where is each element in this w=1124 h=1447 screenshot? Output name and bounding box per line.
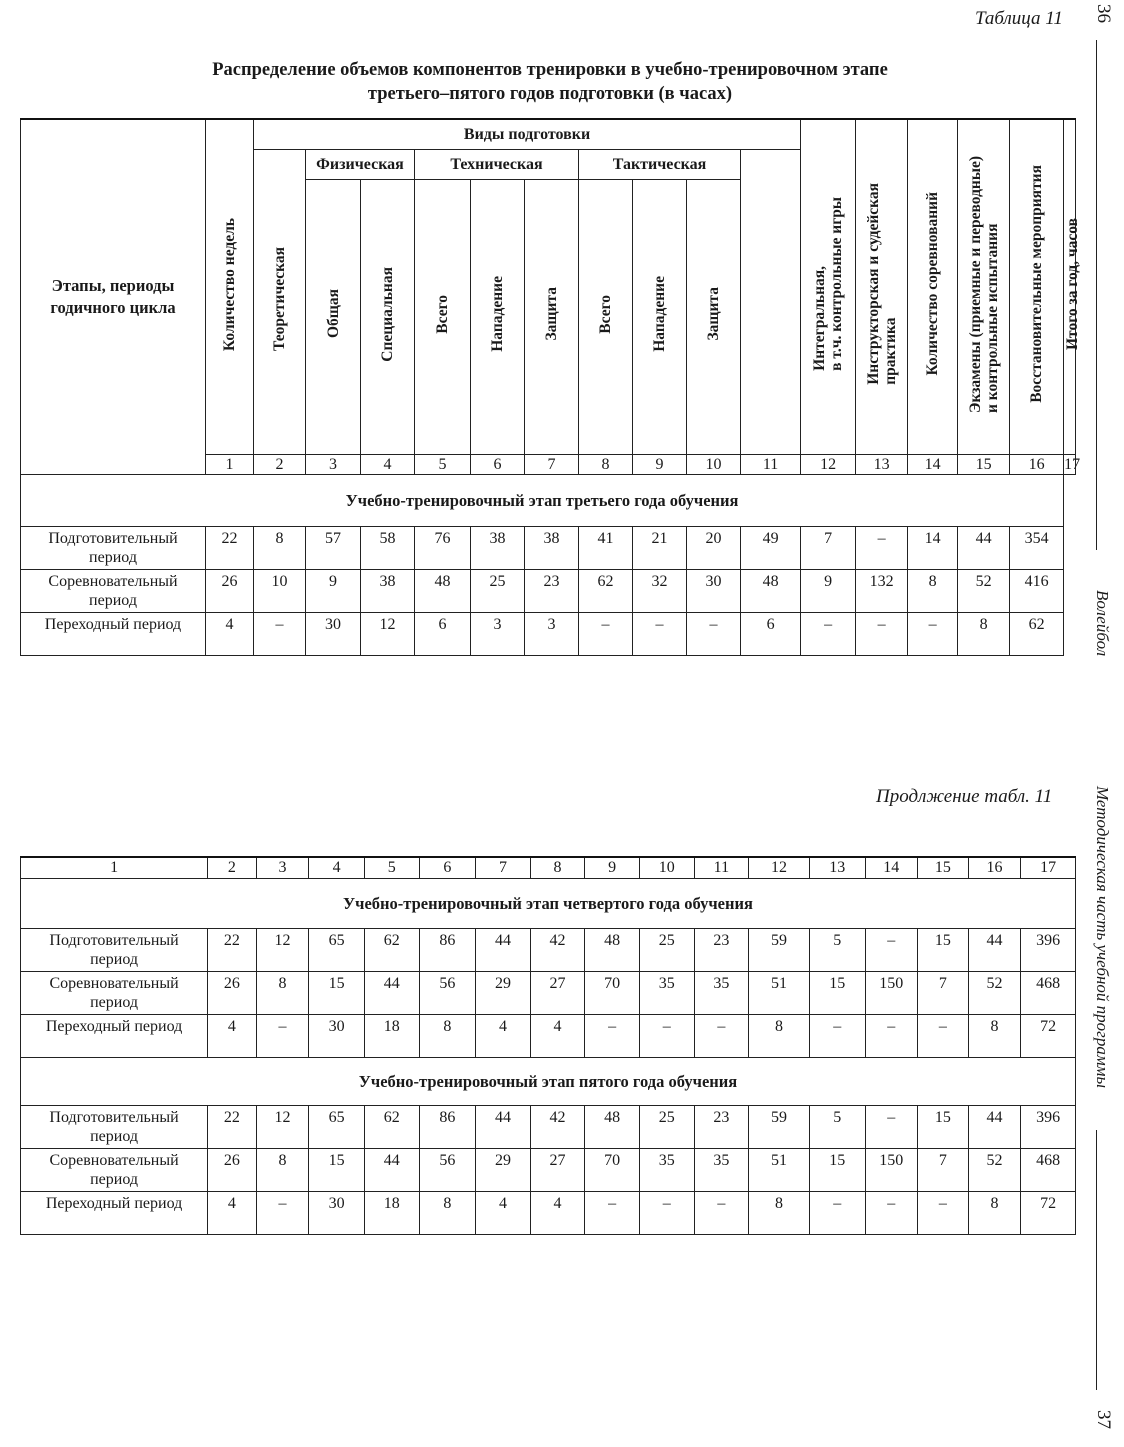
table-cell: 132 xyxy=(856,569,908,612)
title-line-1: Распределение объемов компонентов тренировки в учебно-тренировочном этапе xyxy=(212,60,888,80)
table-cell: 48 xyxy=(415,569,471,612)
table-cell: 26 xyxy=(206,569,254,612)
table-cell: 44 xyxy=(958,526,1010,569)
table-cell: 5 xyxy=(809,928,865,971)
table-cell: – xyxy=(865,928,918,971)
column-number: 1 xyxy=(206,454,254,474)
column-number: 15 xyxy=(918,857,969,878)
column-number: 13 xyxy=(809,857,865,878)
column-number: 3 xyxy=(306,454,361,474)
table-cell: – xyxy=(809,1014,865,1057)
table-cell: 15 xyxy=(809,1148,865,1191)
table-cell: 26 xyxy=(208,1148,257,1191)
table-cell: 56 xyxy=(419,1148,476,1191)
header-tactical-defense: Защита xyxy=(687,179,741,454)
table-cell: 65 xyxy=(309,1105,365,1148)
table-cell: 44 xyxy=(968,1105,1021,1148)
header-weeks: Количество недель xyxy=(206,119,254,454)
header-instructor: Инструкторская и судейская практика xyxy=(856,119,908,454)
table-cell: – xyxy=(694,1014,749,1057)
table-cell: 51 xyxy=(749,971,810,1014)
table-cell: 52 xyxy=(968,971,1021,1014)
table-cell: 23 xyxy=(694,1105,749,1148)
table-cell: 44 xyxy=(364,1148,419,1191)
header-competitions: Количество соревнований xyxy=(908,119,958,454)
table-cell: 18 xyxy=(364,1014,419,1057)
table-cell: 48 xyxy=(585,1105,640,1148)
table-cell: 9 xyxy=(801,569,856,612)
table-cell: 86 xyxy=(419,1105,476,1148)
table-title xyxy=(100,58,1000,106)
table-cell: – xyxy=(694,1191,749,1234)
column-number: 7 xyxy=(476,857,531,878)
table-cell: 72 xyxy=(1021,1014,1076,1057)
table-cell: 76 xyxy=(415,526,471,569)
table-cell: – xyxy=(865,1014,918,1057)
table-cell: 52 xyxy=(968,1148,1021,1191)
column-number: 11 xyxy=(694,857,749,878)
table-cell: 8 xyxy=(749,1191,810,1234)
table-cell: 57 xyxy=(306,526,361,569)
table-cell: 8 xyxy=(968,1014,1021,1057)
table-cell: 38 xyxy=(471,526,525,569)
table-cell: – xyxy=(585,1191,640,1234)
table-cell: 44 xyxy=(476,928,531,971)
table-cell: 12 xyxy=(256,1105,309,1148)
table-cell: – xyxy=(809,1191,865,1234)
table-cell: 15 xyxy=(309,1148,365,1191)
side-rule-top xyxy=(1096,40,1097,550)
table-cell: 49 xyxy=(741,526,801,569)
row-label: Подготовительный период xyxy=(21,928,208,971)
table-cell: 26 xyxy=(208,971,257,1014)
column-number: 5 xyxy=(415,454,471,474)
column-number: 10 xyxy=(687,454,741,474)
table-cell: 42 xyxy=(530,928,585,971)
table-cell: 48 xyxy=(741,569,801,612)
table-cell: – xyxy=(908,612,958,655)
column-number: 4 xyxy=(309,857,365,878)
column-number: 16 xyxy=(1010,454,1064,474)
table-cell: 27 xyxy=(530,971,585,1014)
table-cell: 44 xyxy=(968,928,1021,971)
table-row xyxy=(21,1105,1076,1148)
table-cell: – xyxy=(639,1191,694,1234)
table-cell: 35 xyxy=(639,971,694,1014)
table-row xyxy=(21,569,1076,612)
table-cell: 44 xyxy=(364,971,419,1014)
column-number: 4 xyxy=(361,454,415,474)
header-tactical-attack: Нападение xyxy=(633,179,687,454)
row-label: Переходный период xyxy=(21,1014,208,1057)
table-cell: 70 xyxy=(585,971,640,1014)
page-number-bottom: 37 xyxy=(1093,1410,1114,1429)
table-cell: 59 xyxy=(749,1105,810,1148)
header-total: Итого за год, часов xyxy=(1064,119,1076,454)
table-cell: 8 xyxy=(256,971,309,1014)
column-number: 16 xyxy=(968,857,1021,878)
table-cell: 354 xyxy=(1010,526,1064,569)
column-number: 11 xyxy=(741,454,801,474)
table-cell: 23 xyxy=(525,569,579,612)
table-cell: – xyxy=(639,1014,694,1057)
table-cell: 29 xyxy=(476,1148,531,1191)
table-cell: 9 xyxy=(306,569,361,612)
table-cell: 8 xyxy=(419,1014,476,1057)
table-cell: – xyxy=(856,526,908,569)
table-cell: 30 xyxy=(309,1014,365,1057)
column-number: 10 xyxy=(639,857,694,878)
table-cell: 48 xyxy=(585,928,640,971)
table-row xyxy=(21,971,1076,1014)
header-technical: Техническая xyxy=(415,149,579,179)
table-part-2 xyxy=(20,856,1076,1235)
table-cell: 41 xyxy=(579,526,633,569)
table-cell: – xyxy=(256,1014,309,1057)
table-cell: 62 xyxy=(1010,612,1064,655)
table-cell: 35 xyxy=(639,1148,694,1191)
side-text-bottom: Методическая часть учебной программы xyxy=(1093,786,1112,1089)
table-cell: 51 xyxy=(749,1148,810,1191)
table-row xyxy=(21,1191,1076,1234)
table-cell: 4 xyxy=(530,1014,585,1057)
table-row xyxy=(21,526,1076,569)
table-cell: 30 xyxy=(306,612,361,655)
table-cell: 150 xyxy=(865,971,918,1014)
table-cell: 44 xyxy=(476,1105,531,1148)
column-number: 13 xyxy=(856,454,908,474)
table-cell: 4 xyxy=(476,1014,531,1057)
table-cell: 8 xyxy=(908,569,958,612)
side-text-top: Волейбол xyxy=(1093,590,1112,657)
table-cell: – xyxy=(801,612,856,655)
section-title: Учебно-тренировочный этап четвертого года обучения xyxy=(21,878,1076,928)
table-cell: 12 xyxy=(361,612,415,655)
table-cell: 42 xyxy=(530,1105,585,1148)
column-number: 5 xyxy=(364,857,419,878)
column-number: 3 xyxy=(256,857,309,878)
table-cell: 7 xyxy=(801,526,856,569)
header-physical: Физическая xyxy=(306,149,415,179)
table-cell: – xyxy=(918,1014,969,1057)
table-cell: 30 xyxy=(309,1191,365,1234)
header-physical-special: Специальная xyxy=(361,179,415,454)
column-number: 8 xyxy=(579,454,633,474)
table-cell: 3 xyxy=(525,612,579,655)
table-cell: – xyxy=(918,1191,969,1234)
table-cell: 150 xyxy=(865,1148,918,1191)
table-cell: 416 xyxy=(1010,569,1064,612)
column-number: 1 xyxy=(21,857,208,878)
table-cell: 4 xyxy=(206,612,254,655)
table-cell: 8 xyxy=(256,1148,309,1191)
table-cell: – xyxy=(865,1105,918,1148)
column-number: 12 xyxy=(749,857,810,878)
table-cell: 21 xyxy=(633,526,687,569)
table-cell: 35 xyxy=(694,971,749,1014)
table-cell: 30 xyxy=(687,569,741,612)
table-cell: 8 xyxy=(419,1191,476,1234)
page-number-top: 36 xyxy=(1093,4,1114,23)
table-cell: 4 xyxy=(530,1191,585,1234)
column-number: 12 xyxy=(801,454,856,474)
table-cell: 5 xyxy=(809,1105,865,1148)
table-cell: 18 xyxy=(364,1191,419,1234)
table-cell: 32 xyxy=(633,569,687,612)
table-cell: 38 xyxy=(525,526,579,569)
row-label: Соревновательный период xyxy=(21,971,208,1014)
table-cell: 62 xyxy=(364,928,419,971)
column-number: 2 xyxy=(254,454,306,474)
table-cell: 25 xyxy=(471,569,525,612)
section-title: Учебно-тренировочный этап третьего года обучения xyxy=(21,474,1064,526)
header-tactical: Тактическая xyxy=(579,149,741,179)
column-number: 15 xyxy=(958,454,1010,474)
column-number: 17 xyxy=(1021,857,1076,878)
table-cell: 23 xyxy=(694,928,749,971)
table-cell: – xyxy=(865,1191,918,1234)
row-label: Соревновательный период xyxy=(21,569,206,612)
row-label: Подготовительный период xyxy=(21,526,206,569)
column-number: 14 xyxy=(908,454,958,474)
table-cell: 396 xyxy=(1021,1105,1076,1148)
table-cell: 7 xyxy=(918,971,969,1014)
header-exams: Экзамены (приемные и переводные) и контрольные испытания xyxy=(958,119,1010,454)
table-cell: 25 xyxy=(639,928,694,971)
table-cell: 396 xyxy=(1021,928,1076,971)
table-cell: 25 xyxy=(639,1105,694,1148)
table-cell: 65 xyxy=(309,928,365,971)
table-cell: 6 xyxy=(415,612,471,655)
table-cell: 22 xyxy=(208,1105,257,1148)
table-cell: 70 xyxy=(585,1148,640,1191)
table-cell: 4 xyxy=(208,1191,257,1234)
table-cell: 12 xyxy=(256,928,309,971)
table-cell: 4 xyxy=(208,1014,257,1057)
table-cell: 8 xyxy=(958,612,1010,655)
table-row xyxy=(21,612,1076,655)
table-cell: 468 xyxy=(1021,1148,1076,1191)
table-row xyxy=(21,1014,1076,1057)
table-cell: 15 xyxy=(309,971,365,1014)
column-number: 6 xyxy=(471,454,525,474)
header-theory: Теоретическая xyxy=(254,149,306,454)
table-cell: 22 xyxy=(208,928,257,971)
column-number: 8 xyxy=(530,857,585,878)
header-tactical-total: Всего xyxy=(579,179,633,454)
header-technical-attack: Нападение xyxy=(471,179,525,454)
header-technical-defense: Защита xyxy=(525,179,579,454)
column-number: 14 xyxy=(865,857,918,878)
row-label: Переходный период xyxy=(21,1191,208,1234)
table-cell: 8 xyxy=(254,526,306,569)
table-caption: Таблица 11 xyxy=(975,8,1063,29)
table-cell: 72 xyxy=(1021,1191,1076,1234)
column-number: 2 xyxy=(208,857,257,878)
table-cell: 62 xyxy=(364,1105,419,1148)
table-cell: 27 xyxy=(530,1148,585,1191)
table-cell: 15 xyxy=(918,928,969,971)
table-row xyxy=(21,928,1076,971)
table-cell: – xyxy=(856,612,908,655)
header-integral: Интегральная, в т.ч. контрольные игры xyxy=(801,119,856,454)
table-cell: 58 xyxy=(361,526,415,569)
table-cell: 59 xyxy=(749,928,810,971)
table-cell: – xyxy=(633,612,687,655)
header-technical-total: Всего xyxy=(415,179,471,454)
table-cell: 7 xyxy=(918,1148,969,1191)
table-cell: 10 xyxy=(254,569,306,612)
table-cell: – xyxy=(256,1191,309,1234)
table-cell: 15 xyxy=(809,971,865,1014)
column-number: 9 xyxy=(585,857,640,878)
table-cell: 4 xyxy=(476,1191,531,1234)
column-number: 17 xyxy=(1064,455,1081,473)
table-cell: 29 xyxy=(476,971,531,1014)
table-row xyxy=(21,1148,1076,1191)
title-line-2: третьего–пятого годов подготовки (в часах) xyxy=(367,84,733,104)
column-number: 6 xyxy=(419,857,476,878)
continuation-caption: Продлжение табл. 11 xyxy=(876,786,1053,807)
column-number-row xyxy=(21,857,1076,878)
table-cell: 15 xyxy=(918,1105,969,1148)
section-title: Учебно-тренировочный этап пятого года обучения xyxy=(21,1057,1076,1105)
table-cell: 22 xyxy=(206,526,254,569)
table-cell: 35 xyxy=(694,1148,749,1191)
table-cell: 62 xyxy=(579,569,633,612)
header-recovery: Восстановительные мероприятия xyxy=(1010,119,1064,454)
header-stages: Этапы, периоды годичного цикла xyxy=(21,119,206,474)
table-cell: 56 xyxy=(419,971,476,1014)
table-cell: 8 xyxy=(749,1014,810,1057)
column-number: 7 xyxy=(525,454,579,474)
table-cell: 52 xyxy=(958,569,1010,612)
header-physical-general: Общая xyxy=(306,179,361,454)
table-cell: 14 xyxy=(908,526,958,569)
table-cell: – xyxy=(585,1014,640,1057)
header-types-group: Виды подготовки xyxy=(254,119,801,149)
table-cell: 38 xyxy=(361,569,415,612)
table-cell: 86 xyxy=(419,928,476,971)
table-cell: 468 xyxy=(1021,971,1076,1014)
table-part-1 xyxy=(20,118,1082,656)
row-label: Переходный период xyxy=(21,612,206,655)
table-cell: – xyxy=(254,612,306,655)
row-label: Соревновательный период xyxy=(21,1148,208,1191)
side-rule-bottom xyxy=(1096,1130,1097,1390)
header-types-spacer xyxy=(741,149,801,454)
table-cell: 20 xyxy=(687,526,741,569)
table-cell: – xyxy=(579,612,633,655)
table-cell: – xyxy=(687,612,741,655)
table-cell: 3 xyxy=(471,612,525,655)
row-label: Подготовительный период xyxy=(21,1105,208,1148)
column-number: 9 xyxy=(633,454,687,474)
table-cell: 6 xyxy=(741,612,801,655)
table-cell: 8 xyxy=(968,1191,1021,1234)
